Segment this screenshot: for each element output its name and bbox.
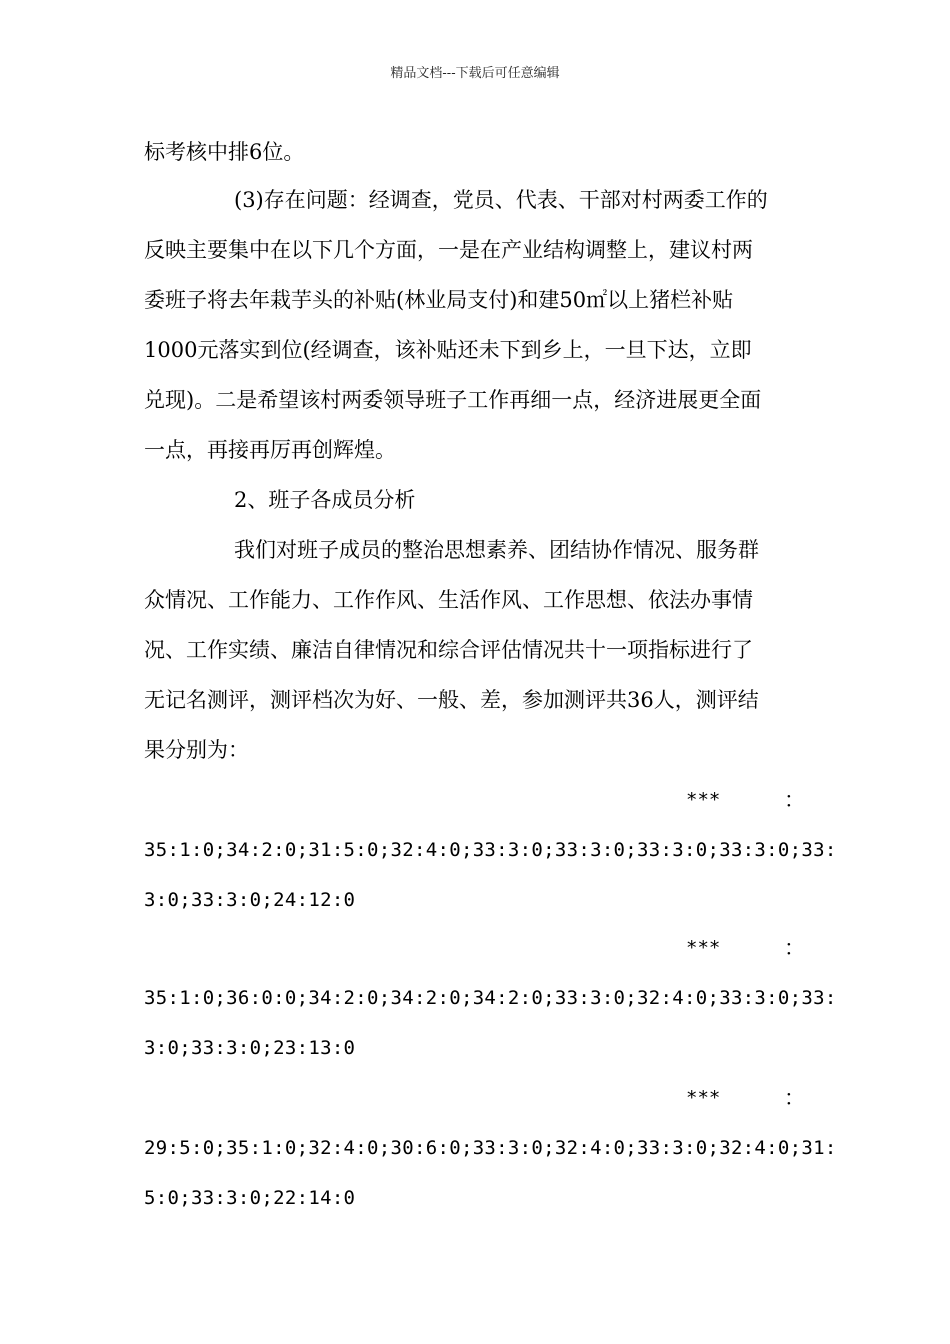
text-line: 标考核中排6位。 — [144, 140, 305, 164]
text-line: (3)存在问题：经调查，党员、代表、干部对村两委工作的 — [234, 188, 768, 212]
member-colon: ： — [784, 1086, 805, 1110]
text-line: 我们对班子成员的整治思想素养、团结协作情况、服务群 — [234, 538, 759, 562]
member-name: *** — [686, 789, 721, 811]
text-line: 委班子将去年栽芋头的补贴(林业局支付)和建50㎡以上猪栏补贴 — [144, 288, 734, 312]
score-line: 5:0;33:3:0;22:14:0 — [144, 1187, 356, 1209]
text-line: 众情况、工作能力、工作作风、生活作风、工作思想、依法办事情 — [144, 588, 753, 612]
member-colon: ： — [784, 936, 805, 960]
score-line: 35:1:0;36:0:0;34:2:0;34:2:0;34:2:0;33:3:0;32:4:0;33:3:0;33: — [144, 987, 837, 1009]
text-line: 况、工作实绩、廉洁自律情况和综合评估情况共十一项指标进行了 — [144, 638, 753, 662]
text-line: 无记名测评，测评档次为好、一般、差，参加测评共36人，测评结 — [144, 688, 759, 712]
text-line: 一点，再接再厉再创辉煌。 — [144, 438, 396, 462]
score-line: 29:5:0;35:1:0;32:4:0;30:6:0;33:3:0;32:4:0;33:3:0;32:4:0;31: — [144, 1137, 837, 1159]
score-line: 3:0;33:3:0;24:12:0 — [144, 889, 356, 911]
text-line: 反映主要集中在以下几个方面，一是在产业结构调整上，建议村两 — [144, 238, 753, 262]
member-colon: ： — [784, 788, 805, 812]
text-line: 1000元落实到位(经调查，该补贴还未下到乡上，一旦下达，立即 — [144, 338, 752, 362]
page-header: 精品文档---下载后可任意编辑 — [390, 66, 560, 81]
score-line: 3:0;33:3:0;23:13:0 — [144, 1037, 356, 1059]
member-name: *** — [686, 1087, 721, 1109]
text-line: 果分别为： — [144, 738, 249, 762]
section-heading: 2、班子各成员分析 — [234, 488, 416, 512]
text-line: 兑现)。二是希望该村两委领导班子工作再细一点，经济进展更全面 — [144, 388, 762, 412]
member-name: *** — [686, 937, 721, 959]
score-line: 35:1:0;34:2:0;31:5:0;32:4:0;33:3:0;33:3:0;33:3:0;33:3:0;33: — [144, 839, 837, 861]
